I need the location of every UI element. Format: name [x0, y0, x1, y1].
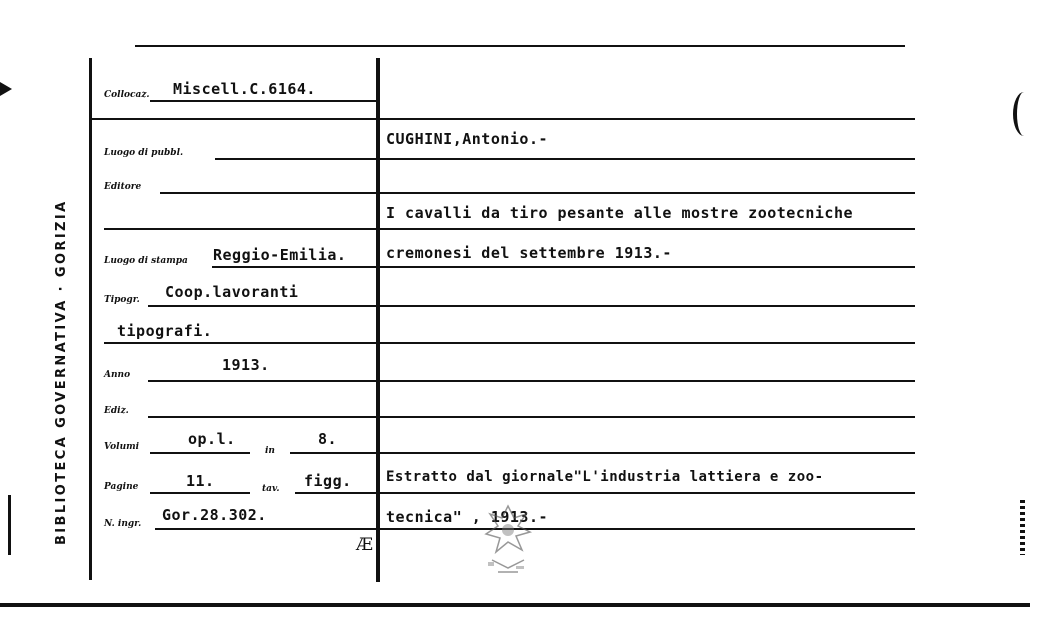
- right-edge-dots: [1020, 500, 1025, 555]
- label-luogo-pubbl: Luogo di pubbl.: [104, 148, 184, 158]
- value-illustrazioni: figg.: [304, 472, 352, 490]
- rule-anno: [148, 380, 376, 382]
- label-tavole: tav.: [262, 484, 280, 494]
- entry-title-1: I cavalli da tiro pesante alle mostre zootecniche: [386, 204, 854, 222]
- top-rule: [135, 45, 905, 47]
- label-pagine: Pagine: [104, 482, 139, 492]
- value-luogo-stampa: Reggio-Emilia.: [213, 246, 347, 264]
- value-anno: 1913.: [222, 356, 270, 374]
- value-pagine: 11.: [186, 472, 215, 490]
- rule-right-4: [380, 228, 915, 230]
- rule-right-2: [380, 158, 915, 160]
- entry-author: CUGHINI,Antonio.-: [386, 130, 549, 148]
- label-volumi: Volumi: [104, 442, 140, 452]
- rule-right-7: [380, 342, 915, 344]
- value-tipografia-1: Coop.lavoranti: [165, 283, 299, 301]
- label-in: in: [265, 446, 275, 456]
- label-collocazione: Collocaz.: [104, 90, 150, 100]
- value-volumi: op.l.: [188, 430, 236, 448]
- rule-n-ingresso: [155, 528, 376, 530]
- handwritten-mark: Æ: [356, 535, 374, 555]
- label-n-ingresso: N. ingr.: [104, 519, 142, 529]
- rule-tavole: [295, 492, 376, 494]
- value-tipografia-2: tipografi.: [117, 322, 213, 340]
- rule-volumi: [150, 452, 250, 454]
- rule-right-9: [380, 416, 915, 418]
- label-editore: Editore: [104, 182, 142, 192]
- rule-pagine: [150, 492, 250, 494]
- rule-left-1: [92, 118, 376, 120]
- center-divider: [376, 58, 380, 582]
- rule-right-12: [380, 528, 915, 530]
- rule-left-2: [104, 228, 376, 230]
- label-tipografia: Tipogr.: [104, 295, 140, 305]
- entry-title-2: cremonesi del settembre 1913.-: [386, 244, 672, 262]
- label-anno: Anno: [104, 370, 131, 380]
- rule-right-1: [380, 118, 915, 120]
- rule-edizione: [148, 416, 376, 418]
- left-edge-bracket: [0, 495, 11, 555]
- value-n-ingresso: Gor.28.302.: [162, 506, 267, 524]
- left-edge-mark: [0, 82, 12, 96]
- rule-right-10: [380, 452, 915, 454]
- rule-right-11: [380, 492, 915, 494]
- value-formato: 8.: [318, 430, 338, 448]
- rule-left-3: [104, 342, 376, 344]
- rule-formato: [290, 452, 376, 454]
- right-edge-paren: [1013, 92, 1035, 136]
- label-luogo-stampa: Luogo di stampa: [104, 256, 188, 266]
- rule-right-5: [380, 266, 915, 268]
- library-name: BIBLIOTECA GOVERNATIVA · GORIZIA: [54, 199, 69, 545]
- rule-collocazione: [150, 100, 376, 102]
- entry-note-1: Estratto dal giornale"L'industria lattiera e zoo-: [386, 469, 824, 485]
- bottom-rule: [0, 603, 1030, 607]
- entry-note-2: tecnica" , 1913.-: [386, 508, 549, 526]
- value-collocazione: Miscell.C.6164.: [173, 80, 316, 98]
- rule-right-3: [380, 192, 915, 194]
- rule-right-8: [380, 380, 915, 382]
- label-edizione: Ediz.: [104, 406, 129, 416]
- rule-right-6: [380, 305, 915, 307]
- rule-luogo-pubbl: [215, 158, 376, 160]
- left-frame: [89, 58, 92, 580]
- ink-stamp: [478, 500, 538, 580]
- rule-editore: [160, 192, 376, 194]
- rule-luogo-stampa: [212, 266, 376, 268]
- rule-tipografia: [148, 305, 376, 307]
